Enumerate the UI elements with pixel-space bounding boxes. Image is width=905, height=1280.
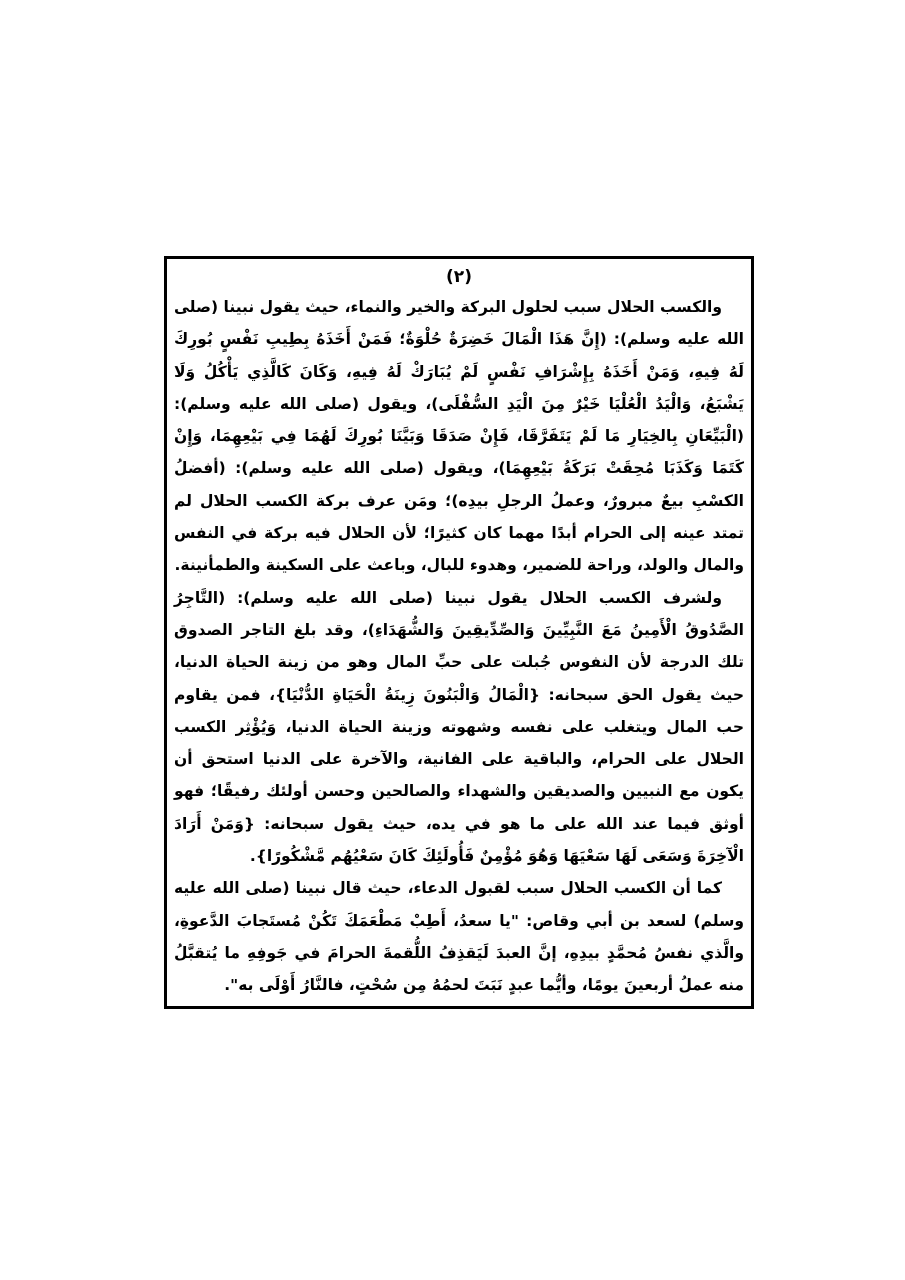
- paragraph-accepted-supplication: كما أن الكسب الحلال سبب لقبول الدعاء، حيث قال نبينا (صلى الله عليه وسلم) لسعد بن أبي وقاص: "يا سعدُ، أَطِبْ مَطْعَمَكَ تَكُنْ مُستَجابَ الدَّعوةِ، والَّذي نفسُ مُحمَّدٍ بيدِهِ، إنَّ العبدَ لَيَقذِفُ اللُّقمةَ الحرامَ في جَوفِهِ ما يُتقبَّلُ منه عملُ أربعينَ يومًا، وأيُّما عبدٍ نَبَتَ لحمُهُ مِن سُحْتٍ، فالنَّارُ أَوْلَى به".: [174, 879, 744, 995]
- paragraph-lawful-earning-blessing: والكسب الحلال سبب لحلول البركة والخير والنماء، حيث يقول نبينا (صلى الله عليه وسلم): (إِنَّ هَذَا الْمَالَ خَضِرَةٌ حُلْوَةٌ؛ فَمَنْ أَخَذَهُ بِطِيبِ نَفْسٍ بُورِكَ لَهُ فِيهِ، وَمَنْ أَخَذَهُ بِإِشْرَافِ نَفْسٍ لَمْ يُبَارَكْ لَهُ فِيهِ، وَكَانَ كَالَّذِي يَأْكُلُ وَلَا يَشْبَعُ، وَالْيَدُ الْعُلْيَا خَيْرٌ مِنَ الْيَدِ السُّفْلَى)، ويقول (صلى الله عليه وسلم): (الْبَيِّعَانِ بِالخِيَارِ مَا لَمْ يَتَفَرَّقَا، فَإِنْ صَدَقَا وَبَيَّنَا بُورِكَ لَهُمَا فِي بَيْعِهِمَا، وَإِنْ كَتَمَا وَكَذَبَا مُحِقَتْ بَرَكَةُ بَيْعِهِمَا)، ويقول (صلى الله عليه وسلم): (أفضلُ الكسْبِ بيعٌ مبرورٌ، وعملُ الرجلِ بيدِه)؛ ومَن عرف بركة الكسب الحلال لم تمتد عينه إلى الحرام أبدًا مهما كان كثيرًا؛ لأن الحلال فيه بركة في النفس والمال والولد، وراحة للضمير، وهدوء للبال، وباعث على السكينة والطمأنينة.: [174, 298, 744, 575]
- page-frame: [164, 256, 754, 1009]
- page-number: (٢): [446, 267, 472, 287]
- document-body: [174, 291, 744, 1002]
- paragraph-honest-merchant: ولشرف الكسب الحلال يقول نبينا (صلى الله عليه وسلم): (التَّاجِرُ الصَّدُوقُ الْأَمِينُ مَعَ النَّبِيِّينَ وَالصِّدِّيقِينَ وَالشُّهَدَاءِ)، وقد بلغ التاجر الصدوق تلك الدرجة لأن النفوس جُبلت على حبِّ المال وهو من زينة الحياة الدنيا، حيث يقول الحق سبحانه: {الْمَالُ وَالْبَنُونَ زِينَةُ الْحَيَاةِ الدُّنْيَا}، فمن يقاوم حب المال ويتغلب على نفسه وشهوته وزينة الحياة الدنيا، وَيُؤْثِر الكسب الحلال على الحرام، والباقية على الفانية، والآخرة على الدنيا استحق أن يكون مع النبيين والصديقين والشهداء والصالحين وحسن أولئك رفيقًا؛ فهو أوثق فيما عند الله على ما هو في يده، حيث يقول سبحانه: {وَمَنْ أَرَادَ الْآخِرَةَ وَسَعَى لَهَا سَعْيَهَا وَهُوَ مُؤْمِنٌ فَأُولَئِكَ كَانَ سَعْيُهُم مَّشْكُورًا}.: [174, 588, 744, 866]
